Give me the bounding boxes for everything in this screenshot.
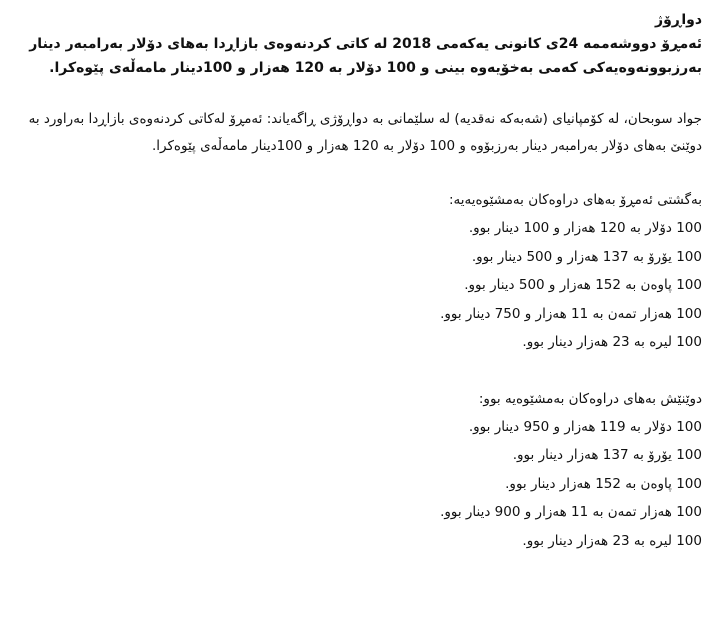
list-item: 100 یۆرۆ بە 137 هەزار دینار بوو.: [512, 447, 702, 463]
list-item: 100 هەزار تمەن بە 11 هەزار و 900 دینار بوو.: [440, 504, 702, 520]
list-item: 100 هەزار تمەن بە 11 هەزار و 750 دینار بوو.: [440, 305, 702, 322]
list-item: 100 لیرە بە 23 هەزار دینار بوو.: [522, 334, 702, 350]
list-item: 100 لیرە بە 23 هەزار دینار بوو.: [522, 532, 702, 549]
today-rates-list: [10, 214, 702, 357]
list-item: 100 یۆرۆ بە 137 هەزار و 500 دینار بوو.: [471, 248, 702, 265]
list-item: 100 دۆلار بە 119 هەزار و 950 دینار بوو.: [468, 418, 702, 435]
list-item: 100 دۆلار بە 120 هەزار و 100 دینار بوو.: [468, 220, 702, 236]
yesterday-rates-list: [10, 413, 702, 556]
list-item: 100 پاوەن بە 152 هەزار و 500 دینار بوو.: [464, 277, 702, 293]
today-rates-heading: بەگشتی ئەمڕۆ بەهای دراوەکان بەمشێوەیەیە:: [449, 192, 702, 208]
list-item: 100 پاوەن بە 152 هەزار دینار بوو.: [505, 475, 702, 492]
article-title: دواڕۆژ: [655, 12, 702, 28]
yesterday-rates-heading: دوێنێش بەهای دراوەکان بەمشێوەیە بوو:: [478, 390, 702, 407]
article-paragraph: جواد سوبحان، لە کۆمپانیای (شەبەکە نەقدیە) لە سلێمانی بە دواڕۆژی ڕاگەیاند: ئەمڕۆ لەکاتی کردنەوەی بازاڕدا بەراورد بە دوێنێ بەهای دۆلار بەرامبەر دینار بەرزبۆوە و 100 دۆلار بە 120 هەزار و 100دینار مامەڵەی پێوەکرا.: [28, 111, 702, 154]
article-lead: ئەمڕۆ دووشەممە 24ی کانونی یەکەمی 2018 لە کاتی کردنەوەی بازاڕدا بەهای دۆلار بەرامبەر دینار بەرزبوونەوەیەکی کەمی بەخۆیەوە بینی و 100 دۆلار بە 120 هەزار و 100دینار مامەڵەی پێوەکرا.: [29, 36, 702, 76]
